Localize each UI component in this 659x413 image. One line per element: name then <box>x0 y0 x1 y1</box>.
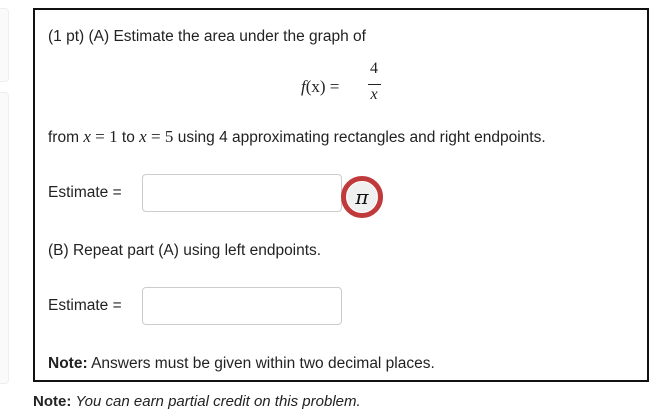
part-b-prompt: (B) Repeat part (A) using left endpoints. <box>48 242 322 259</box>
fraction-bar <box>368 84 381 85</box>
side-tab-top <box>0 8 9 82</box>
note-label: Note: <box>48 355 88 372</box>
equals-upper: = <box>151 127 161 146</box>
side-tab-bottom <box>0 92 9 384</box>
pi-button[interactable] <box>341 176 383 218</box>
interval-rest: using 4 approximating rectangles and right endpoints. <box>177 129 546 146</box>
estimate-b-label: Estimate = <box>48 297 122 314</box>
note-line <box>48 355 435 373</box>
function-argument: (x) = <box>305 77 340 96</box>
problem-box <box>33 8 649 382</box>
fraction-numerator: 4 <box>370 60 378 77</box>
lower-bound: 1 <box>109 127 118 146</box>
variable-x-lower: x <box>83 127 91 146</box>
to-word: to <box>121 129 135 146</box>
equals-lower: = <box>95 127 105 146</box>
estimate-b-input[interactable] <box>142 287 342 325</box>
estimate-a-input[interactable] <box>142 174 342 212</box>
footer-label: Note: <box>33 393 72 410</box>
part-a-intro: (1 pt) (A) Estimate the area under the graph of <box>48 28 366 45</box>
footer-text: You can earn partial credit on this problem. <box>75 393 361 410</box>
upper-bound: 5 <box>164 127 174 146</box>
note-text: Answers must be given within two decimal places. <box>91 355 435 372</box>
fraction-denominator: x <box>370 86 378 103</box>
interval-sentence <box>48 127 546 147</box>
pi-icon: π <box>347 182 377 212</box>
from-word: from <box>48 129 79 146</box>
partial-credit-note <box>33 393 361 410</box>
variable-x-upper: x <box>139 127 147 146</box>
function-name: f <box>301 77 306 96</box>
estimate-a-label: Estimate = <box>48 184 122 201</box>
